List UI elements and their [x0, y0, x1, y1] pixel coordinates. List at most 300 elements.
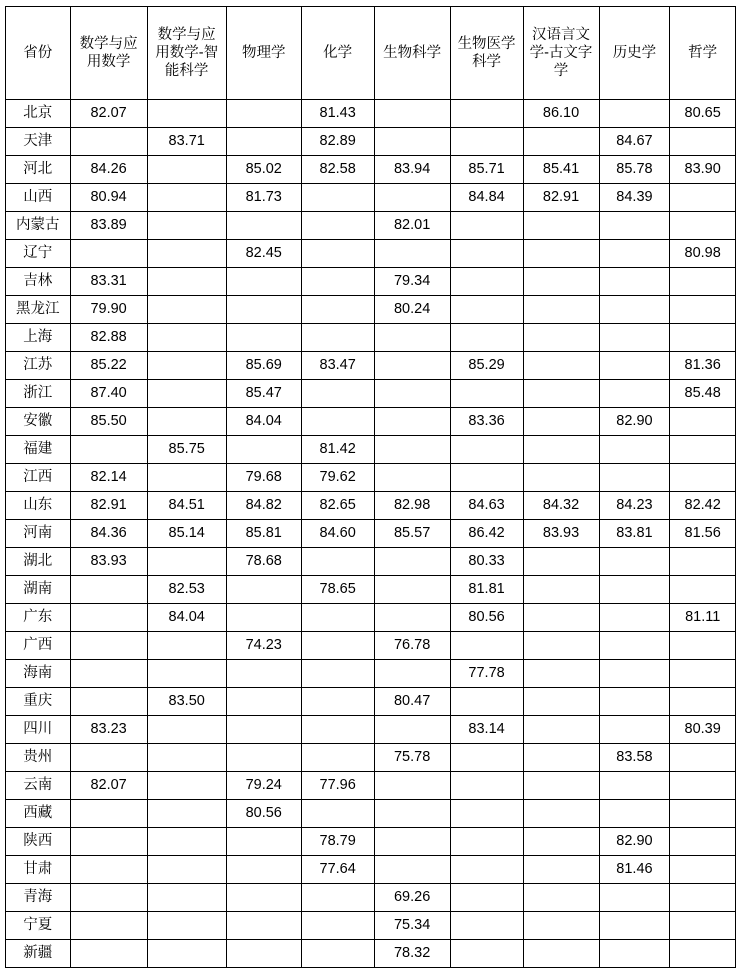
score-cell — [523, 912, 599, 940]
score-cell — [523, 660, 599, 688]
score-cell: 83.89 — [70, 212, 147, 240]
table-row — [6, 548, 736, 576]
table-row — [6, 100, 736, 128]
score-cell — [301, 380, 374, 408]
score-cell — [147, 464, 226, 492]
table-body — [6, 100, 736, 968]
score-cell — [226, 268, 301, 296]
score-cell — [599, 100, 670, 128]
score-cell — [147, 856, 226, 884]
table-row — [6, 772, 736, 800]
provincial-score-table — [5, 6, 736, 968]
score-cell: 85.47 — [226, 380, 301, 408]
province-cell: 江苏 — [6, 352, 71, 380]
column-header-biological-science: 生物科学 — [374, 7, 450, 100]
score-cell — [301, 408, 374, 436]
score-cell: 83.93 — [70, 548, 147, 576]
score-cell — [147, 380, 226, 408]
score-cell — [147, 296, 226, 324]
table-row — [6, 828, 736, 856]
score-cell — [374, 408, 450, 436]
province-cell: 上海 — [6, 324, 71, 352]
score-cell: 80.33 — [450, 548, 523, 576]
score-cell — [374, 352, 450, 380]
score-cell: 74.23 — [226, 632, 301, 660]
score-cell: 85.78 — [599, 156, 670, 184]
score-cell — [670, 940, 736, 968]
score-cell: 84.67 — [599, 128, 670, 156]
score-cell — [226, 436, 301, 464]
table-row — [6, 240, 736, 268]
table-header-row — [6, 7, 736, 100]
score-cell — [374, 184, 450, 212]
score-cell — [301, 660, 374, 688]
score-cell — [450, 296, 523, 324]
score-cell — [374, 716, 450, 744]
score-cell: 83.93 — [523, 520, 599, 548]
score-cell: 85.50 — [70, 408, 147, 436]
score-cell — [226, 324, 301, 352]
score-cell — [147, 324, 226, 352]
score-cell: 82.65 — [301, 492, 374, 520]
score-cell — [670, 324, 736, 352]
score-cell: 81.73 — [226, 184, 301, 212]
score-cell — [374, 100, 450, 128]
score-cell — [301, 212, 374, 240]
score-cell: 82.91 — [70, 492, 147, 520]
score-cell — [599, 884, 670, 912]
score-cell: 84.32 — [523, 492, 599, 520]
score-cell — [599, 772, 670, 800]
table-row — [6, 296, 736, 324]
score-cell — [301, 296, 374, 324]
table-row — [6, 856, 736, 884]
score-cell — [523, 408, 599, 436]
score-cell: 81.46 — [599, 856, 670, 884]
score-cell — [670, 772, 736, 800]
score-cell: 82.45 — [226, 240, 301, 268]
score-cell — [599, 716, 670, 744]
score-cell: 84.04 — [147, 604, 226, 632]
score-cell — [523, 436, 599, 464]
province-cell: 云南 — [6, 772, 71, 800]
score-cell — [70, 436, 147, 464]
score-cell — [301, 324, 374, 352]
score-cell — [374, 772, 450, 800]
province-cell: 宁夏 — [6, 912, 71, 940]
score-cell — [599, 940, 670, 968]
score-cell: 80.24 — [374, 296, 450, 324]
score-cell — [70, 912, 147, 940]
score-cell — [670, 408, 736, 436]
score-cell — [450, 128, 523, 156]
score-cell — [147, 548, 226, 576]
province-cell: 黑龙江 — [6, 296, 71, 324]
score-cell: 81.42 — [301, 436, 374, 464]
score-cell: 87.40 — [70, 380, 147, 408]
score-cell — [226, 856, 301, 884]
score-cell: 75.34 — [374, 912, 450, 940]
score-cell — [147, 156, 226, 184]
score-cell: 82.90 — [599, 828, 670, 856]
score-cell — [450, 240, 523, 268]
score-cell: 79.34 — [374, 268, 450, 296]
score-cell — [70, 576, 147, 604]
score-cell — [523, 800, 599, 828]
score-cell — [599, 380, 670, 408]
score-cell: 85.69 — [226, 352, 301, 380]
score-cell — [70, 240, 147, 268]
province-cell: 新疆 — [6, 940, 71, 968]
score-cell: 80.56 — [226, 800, 301, 828]
score-cell — [450, 268, 523, 296]
score-cell: 78.32 — [374, 940, 450, 968]
score-cell: 81.56 — [670, 520, 736, 548]
table-row — [6, 800, 736, 828]
score-cell — [599, 632, 670, 660]
score-cell — [450, 772, 523, 800]
score-cell — [70, 688, 147, 716]
score-cell: 80.56 — [450, 604, 523, 632]
province-cell: 河北 — [6, 156, 71, 184]
score-cell — [670, 436, 736, 464]
score-cell: 81.36 — [670, 352, 736, 380]
score-cell — [523, 268, 599, 296]
score-cell — [523, 324, 599, 352]
score-cell — [374, 828, 450, 856]
score-cell — [147, 184, 226, 212]
score-cell — [70, 940, 147, 968]
score-cell — [450, 212, 523, 240]
score-cell: 85.57 — [374, 520, 450, 548]
score-cell — [450, 100, 523, 128]
score-cell — [450, 632, 523, 660]
score-cell: 84.82 — [226, 492, 301, 520]
score-cell — [301, 268, 374, 296]
score-cell — [450, 912, 523, 940]
score-cell — [599, 296, 670, 324]
score-cell — [523, 128, 599, 156]
province-cell: 广东 — [6, 604, 71, 632]
province-cell: 江西 — [6, 464, 71, 492]
score-cell: 78.68 — [226, 548, 301, 576]
column-header-physics: 物理学 — [226, 7, 301, 100]
score-cell — [374, 576, 450, 604]
score-cell — [670, 912, 736, 940]
score-cell — [301, 744, 374, 772]
score-cell — [523, 856, 599, 884]
score-cell — [70, 660, 147, 688]
score-cell: 83.36 — [450, 408, 523, 436]
score-cell — [523, 576, 599, 604]
score-cell — [374, 548, 450, 576]
score-cell: 81.81 — [450, 576, 523, 604]
column-header-history: 历史学 — [599, 7, 670, 100]
table-row — [6, 912, 736, 940]
province-cell: 内蒙古 — [6, 212, 71, 240]
score-cell: 83.31 — [70, 268, 147, 296]
score-cell: 79.90 — [70, 296, 147, 324]
score-cell — [523, 940, 599, 968]
score-cell — [226, 828, 301, 856]
score-cell: 85.48 — [670, 380, 736, 408]
score-cell — [226, 576, 301, 604]
score-cell — [670, 296, 736, 324]
score-cell — [523, 828, 599, 856]
table-row — [6, 408, 736, 436]
score-cell — [523, 548, 599, 576]
score-cell: 82.90 — [599, 408, 670, 436]
score-cell: 86.10 — [523, 100, 599, 128]
score-cell — [523, 632, 599, 660]
score-cell — [670, 576, 736, 604]
score-cell — [70, 884, 147, 912]
score-cell — [226, 744, 301, 772]
score-cell: 85.22 — [70, 352, 147, 380]
score-cell: 82.07 — [70, 100, 147, 128]
score-cell — [670, 884, 736, 912]
score-cell: 76.78 — [374, 632, 450, 660]
score-cell — [523, 604, 599, 632]
province-cell: 安徽 — [6, 408, 71, 436]
score-cell — [374, 128, 450, 156]
score-cell: 78.79 — [301, 828, 374, 856]
score-cell — [301, 912, 374, 940]
score-cell: 84.51 — [147, 492, 226, 520]
score-cell — [670, 688, 736, 716]
score-cell — [226, 716, 301, 744]
score-cell: 82.58 — [301, 156, 374, 184]
score-cell: 80.47 — [374, 688, 450, 716]
score-cell — [70, 604, 147, 632]
score-cell — [523, 380, 599, 408]
score-cell: 81.11 — [670, 604, 736, 632]
table-row — [6, 632, 736, 660]
score-cell: 79.62 — [301, 464, 374, 492]
score-cell: 83.58 — [599, 744, 670, 772]
province-cell: 福建 — [6, 436, 71, 464]
score-cell — [374, 800, 450, 828]
score-cell — [599, 576, 670, 604]
score-cell — [226, 212, 301, 240]
province-cell: 河南 — [6, 520, 71, 548]
province-cell: 山东 — [6, 492, 71, 520]
score-cell — [599, 436, 670, 464]
score-cell: 84.36 — [70, 520, 147, 548]
score-cell — [301, 604, 374, 632]
score-cell: 84.84 — [450, 184, 523, 212]
score-cell — [374, 660, 450, 688]
province-cell: 重庆 — [6, 688, 71, 716]
score-cell: 85.02 — [226, 156, 301, 184]
score-cell — [147, 660, 226, 688]
score-cell — [226, 884, 301, 912]
score-cell: 84.23 — [599, 492, 670, 520]
table-row — [6, 520, 736, 548]
province-cell: 四川 — [6, 716, 71, 744]
province-cell: 湖南 — [6, 576, 71, 604]
score-cell — [226, 604, 301, 632]
score-cell — [450, 884, 523, 912]
score-table-page — [0, 6, 739, 980]
score-cell: 84.26 — [70, 156, 147, 184]
score-cell — [147, 352, 226, 380]
table-row — [6, 576, 736, 604]
score-cell: 83.81 — [599, 520, 670, 548]
score-cell: 85.81 — [226, 520, 301, 548]
score-cell — [670, 212, 736, 240]
score-cell — [599, 268, 670, 296]
score-cell — [226, 940, 301, 968]
score-cell: 82.07 — [70, 772, 147, 800]
table-row — [6, 688, 736, 716]
score-cell — [301, 884, 374, 912]
score-cell — [147, 800, 226, 828]
province-cell: 湖北 — [6, 548, 71, 576]
score-cell — [147, 268, 226, 296]
score-cell — [599, 240, 670, 268]
column-header-math: 数学与应用数学 — [70, 7, 147, 100]
table-row — [6, 128, 736, 156]
score-cell — [599, 800, 670, 828]
score-cell — [523, 352, 599, 380]
score-cell — [450, 800, 523, 828]
score-cell — [374, 464, 450, 492]
score-cell — [523, 240, 599, 268]
score-cell — [670, 268, 736, 296]
province-cell: 辽宁 — [6, 240, 71, 268]
province-cell: 天津 — [6, 128, 71, 156]
score-cell — [147, 828, 226, 856]
score-cell — [70, 632, 147, 660]
province-cell: 吉林 — [6, 268, 71, 296]
column-header-chinese-paleography: 汉语言文学-古文字学 — [523, 7, 599, 100]
score-cell — [374, 436, 450, 464]
score-cell — [226, 128, 301, 156]
score-cell — [523, 464, 599, 492]
score-cell — [523, 772, 599, 800]
score-cell — [599, 464, 670, 492]
score-cell — [523, 296, 599, 324]
score-cell — [226, 660, 301, 688]
score-cell: 86.42 — [450, 520, 523, 548]
score-cell: 85.75 — [147, 436, 226, 464]
score-cell — [374, 380, 450, 408]
column-header-philosophy: 哲学 — [670, 7, 736, 100]
score-cell: 83.94 — [374, 156, 450, 184]
score-cell — [523, 212, 599, 240]
score-cell — [374, 856, 450, 884]
score-cell — [147, 212, 226, 240]
score-cell — [70, 828, 147, 856]
score-cell — [226, 688, 301, 716]
score-cell: 83.23 — [70, 716, 147, 744]
score-cell: 82.89 — [301, 128, 374, 156]
score-cell — [670, 128, 736, 156]
score-cell — [670, 632, 736, 660]
score-cell — [670, 800, 736, 828]
score-cell — [523, 716, 599, 744]
score-cell — [599, 324, 670, 352]
score-cell — [450, 828, 523, 856]
table-row — [6, 604, 736, 632]
table-header — [6, 7, 736, 100]
score-cell: 84.04 — [226, 408, 301, 436]
score-cell — [670, 660, 736, 688]
score-cell — [301, 800, 374, 828]
score-cell — [301, 688, 374, 716]
score-cell — [450, 856, 523, 884]
score-cell: 85.29 — [450, 352, 523, 380]
score-cell — [670, 184, 736, 212]
score-cell — [599, 604, 670, 632]
table-row — [6, 464, 736, 492]
table-row — [6, 156, 736, 184]
score-cell — [301, 240, 374, 268]
score-cell — [70, 744, 147, 772]
score-cell — [70, 800, 147, 828]
score-cell: 79.24 — [226, 772, 301, 800]
score-cell — [599, 352, 670, 380]
score-cell — [670, 548, 736, 576]
score-cell: 82.01 — [374, 212, 450, 240]
score-cell — [599, 212, 670, 240]
score-cell: 69.26 — [374, 884, 450, 912]
score-cell — [523, 688, 599, 716]
score-cell — [226, 912, 301, 940]
table-row — [6, 380, 736, 408]
score-cell — [523, 744, 599, 772]
score-cell: 85.14 — [147, 520, 226, 548]
score-cell — [450, 688, 523, 716]
score-cell — [147, 632, 226, 660]
score-cell: 82.14 — [70, 464, 147, 492]
score-cell — [147, 408, 226, 436]
score-cell — [147, 772, 226, 800]
score-cell — [301, 716, 374, 744]
score-cell: 82.98 — [374, 492, 450, 520]
score-cell: 79.68 — [226, 464, 301, 492]
score-cell — [599, 688, 670, 716]
score-cell — [599, 548, 670, 576]
score-cell — [147, 744, 226, 772]
score-cell — [599, 660, 670, 688]
score-cell: 83.14 — [450, 716, 523, 744]
score-cell: 84.60 — [301, 520, 374, 548]
province-cell: 山西 — [6, 184, 71, 212]
score-cell — [450, 436, 523, 464]
score-cell — [599, 912, 670, 940]
table-row — [6, 716, 736, 744]
score-cell — [523, 884, 599, 912]
province-cell: 贵州 — [6, 744, 71, 772]
table-row — [6, 324, 736, 352]
score-cell — [450, 940, 523, 968]
score-cell: 80.39 — [670, 716, 736, 744]
column-header-chemistry: 化学 — [301, 7, 374, 100]
table-row — [6, 184, 736, 212]
score-cell: 77.96 — [301, 772, 374, 800]
score-cell: 82.42 — [670, 492, 736, 520]
column-header-biomedical-science: 生物医学科学 — [450, 7, 523, 100]
score-cell — [147, 912, 226, 940]
table-row — [6, 352, 736, 380]
score-cell — [226, 100, 301, 128]
table-row — [6, 492, 736, 520]
score-cell — [374, 604, 450, 632]
score-cell — [450, 464, 523, 492]
score-cell: 85.41 — [523, 156, 599, 184]
